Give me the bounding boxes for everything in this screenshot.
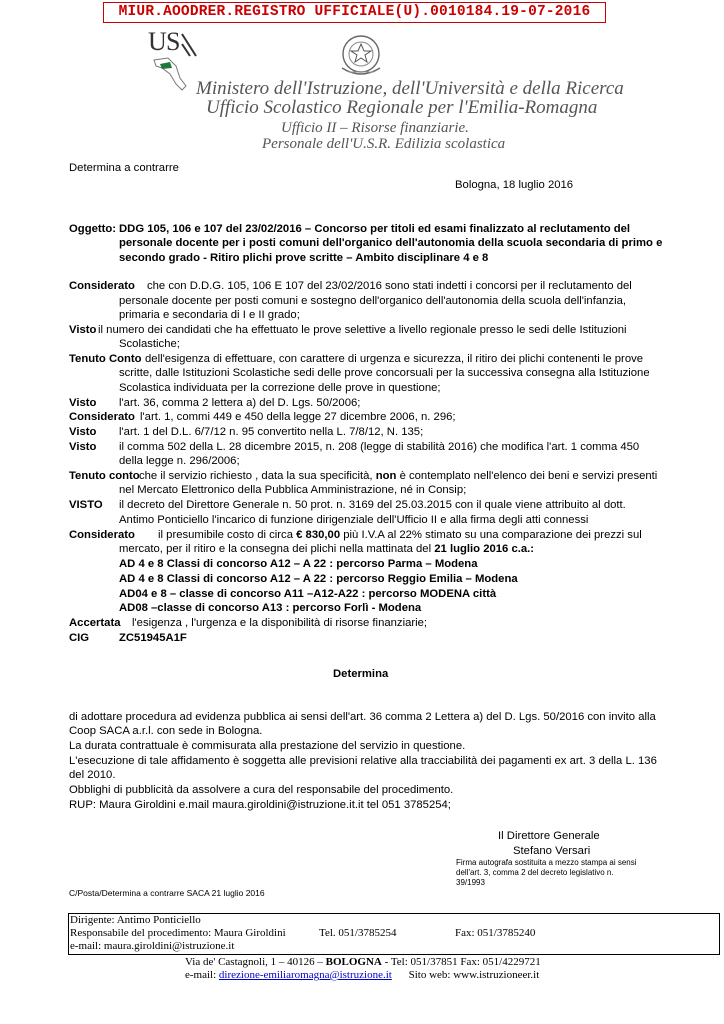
office-name: Ufficio II – Risorse finanziarie. xyxy=(281,120,469,136)
clause-text: scritte, dalle Istituzioni Scolastiche sedi delle prove concorsuali per la successiva consegna alla Istituzione xyxy=(119,367,650,379)
clause-text xyxy=(139,469,657,484)
body-line: La durata contrattuale è commisurata alla prestazione del servizio in questione. xyxy=(69,740,466,752)
signature-note-line: Firma autografa sostituita a mezzo stampa ai sensi xyxy=(456,858,637,867)
body-line: RUP: Maura Giroldini e.mail maura.giroldini@istruzione.it.it tel 051 3785254; xyxy=(69,799,451,811)
clause-text-part: mercato, per il ritiro e la consegna dei plichi nella mattinata del xyxy=(119,543,432,555)
italian-republic-emblem xyxy=(334,32,388,80)
footer-email: e-mail: maura.giroldini@istruzione.it xyxy=(70,940,235,952)
route-item: AD08 –classe di concorso A13 : percorso Forlì - Modena xyxy=(119,602,422,614)
considerato-label: Considerato xyxy=(69,280,135,292)
clause-text: dell'esigenza di effettuare, con carattere di urgenza e sicurezza, il ritiro dei plichi contenenti le prove xyxy=(145,353,644,365)
visto-label: Visto xyxy=(69,397,97,409)
body-line: Coop SACA a.r.l. con sede in Bologna. xyxy=(69,725,263,737)
address-text: - Tel: 051/37851 Fax: 051/4229721 xyxy=(384,956,541,968)
document-type: Determina a contrarre xyxy=(69,162,179,174)
svg-text:U: U xyxy=(148,27,167,56)
cig-value: ZC51945A1F xyxy=(119,632,187,644)
determina-heading: Determina xyxy=(333,668,389,680)
regional-office-name: Ufficio Scolastico Regionale per l'Emilia-Romagna xyxy=(206,97,598,118)
clause-text: che con D.D.G. 105, 106 E 107 del 23/02/2016 sono stati indetti i concorsi per il reclutamento del xyxy=(147,280,632,292)
accertata-label: Accertata xyxy=(69,617,121,629)
clause-text: il decreto del Direttore Generale n. 50 prot. n. 3169 del 25.03.2015 con il quale viene attribuito al dott. xyxy=(119,499,626,511)
clause-text: il comma 502 della L. 28 dicembre 2015, n. 208 (legge di stabilità 2016) che modifica l'art. 1 comma 450 xyxy=(119,441,640,453)
clause-text: l'esigenza , l'urgenza e la disponibilità di risorse finanziarie; xyxy=(132,617,428,629)
address-text: Via de' Castagnoli, 1 – 40126 – xyxy=(185,956,323,968)
clause-text-part: più I.V.A al 22% stimato su una comparazione dei prezzi sul xyxy=(343,529,642,541)
protocol-stamp: MIUR.AOODRER.REGISTRO UFFICIALE(U).0010184.19-07-2016 xyxy=(103,2,606,23)
signature-note-line: 39/1993 xyxy=(456,878,485,887)
clause-text: personale docente per posti comuni e sostegno dell'organico dell'autonomia della scuola dell'infanzia, xyxy=(119,295,626,307)
cost-amount: € 830,00 xyxy=(296,529,341,541)
pickup-date: 21 luglio 2016 c.a.: xyxy=(434,543,535,555)
clause-text-part: che il servizio richiesto , data la sua specificità, xyxy=(139,470,373,482)
body-line: di adottare procedura ad evidenza pubblica ai sensi dell'art. 36 comma 2 Lettera a) del D. Lgs. 50/2016 con invito alla xyxy=(69,711,656,723)
clause-text: il numero dei candidati che ha effettuato le prove selettive a livello regionale presso le sedi delle Istituzioni xyxy=(98,324,627,336)
dirigente: Dirigente: Antimo Ponticiello xyxy=(70,914,201,926)
office-contacts xyxy=(185,969,539,982)
clause-text: l'art. 36, comma 2 lettera a) del D. Lgs. 50/2006; xyxy=(119,397,361,409)
body-line: L'esecuzione di tale affidamento è soggetta alle previsioni relative alla tracciabilità dei pagamenti ex art. 3 della L. 136 xyxy=(69,755,657,767)
visto-label: Visto xyxy=(69,426,97,438)
clause-text xyxy=(158,528,642,543)
email-label: e-mail: xyxy=(185,969,217,981)
visto-label: VISTO xyxy=(69,499,103,511)
oggetto-line: secondo grado - Ritiro plichi prove scritte – Ambito disciplinare 4 e 8 xyxy=(119,252,489,264)
clause-text xyxy=(119,542,534,557)
responsabile: Responsabile del procedimento: Maura Giroldini xyxy=(70,927,286,939)
tenuto-conto-label: Tenuto conto xyxy=(69,470,140,482)
clause-text: Scolastiche; xyxy=(119,338,180,350)
route-item: AD04 e 8 – classe di concorso A11 –A12-A22 : percorso MODENA città xyxy=(119,588,497,600)
visto-label: Visto xyxy=(69,324,97,336)
signer-title: Il Direttore Generale xyxy=(498,830,600,842)
clause-text: della legge n. 296/2006; xyxy=(119,455,240,467)
clause-text-bold: non xyxy=(375,470,397,482)
place-date: Bologna, 18 luglio 2016 xyxy=(455,179,574,191)
ministry-name: Ministero dell'Istruzione, dell'Università e della Ricerca xyxy=(196,78,624,99)
clause-text: nel Mercato Elettronico della Pubblica Amministrazione, né in Consip; xyxy=(119,484,467,496)
address-city: BOLOGNA xyxy=(325,956,382,968)
clause-text: l'art. 1 del D.L. 6/7/12 n. 95 convertito nella L. 7/8/12, N. 135; xyxy=(119,426,424,438)
visto-label: Visto xyxy=(69,441,97,453)
route-item: AD 4 e 8 Classi di concorso A12 – A 22 : percorso Parma – Modena xyxy=(119,558,478,570)
body-line: del 2010. xyxy=(69,769,116,781)
route-item: AD 4 e 8 Classi di concorso A12 – A 22 : percorso Reggio Emilia – Modena xyxy=(119,573,518,585)
signer-name: Stefano Versari xyxy=(513,845,591,857)
website: Sito web: www.istruzioneer.it xyxy=(408,969,540,981)
office-description: Personale dell'U.S.R. Edilizia scolastica xyxy=(262,136,506,152)
email-link[interactable]: direzione-emiliaromagna@istruzione.it xyxy=(218,969,392,981)
considerato-label: Considerato xyxy=(69,411,135,423)
office-address xyxy=(185,956,541,969)
clause-text: primaria e secondaria di I e II grado; xyxy=(119,309,300,321)
oggetto-label: Oggetto: xyxy=(69,223,117,235)
tenuto-conto-label: Tenuto Conto xyxy=(69,353,142,365)
clause-text: Antimo Ponticiello l'incarico di funzione dirigenziale dell'Ufficio II e alla firma degli atti connessi xyxy=(119,514,589,526)
footer-fax: Fax: 051/3785240 xyxy=(455,927,536,939)
usr-logo xyxy=(146,26,202,96)
clause-text-part: è contemplato nell'elenco dei beni e servizi presenti xyxy=(399,470,658,482)
clause-text: Scolastica individuata per la correzione delle prove in questione; xyxy=(119,382,441,394)
cig-label: CIG xyxy=(69,632,90,644)
clause-text-part: il presumibile costo di circa xyxy=(158,529,293,541)
file-reference: C/Posta/Determina a contrarre SACA 21 luglio 2016 xyxy=(69,888,265,898)
signature-note-line: dell'art. 3, comma 2 del decreto legislativo n. xyxy=(456,868,614,877)
svg-text:S: S xyxy=(166,27,181,56)
considerato-label: Considerato xyxy=(69,529,135,541)
oggetto-line: personale docente per i posti comuni dell'organico dell'autonomia della scuola secondaria di primo e xyxy=(119,237,663,249)
footer-tel: Tel. 051/3785254 xyxy=(319,927,397,939)
body-line: Obblighi di pubblicità da assolvere a cura del responsabile del procedimento. xyxy=(69,784,454,796)
clause-text: l'art. 1, commi 449 e 450 della legge 27 dicembre 2006, n. 296; xyxy=(140,411,456,423)
oggetto-line: DDG 105, 106 e 107 del 23/02/2016 – Concorso per titoli ed esami finalizzato al reclutamento del xyxy=(119,223,631,235)
signature-note xyxy=(456,858,637,888)
